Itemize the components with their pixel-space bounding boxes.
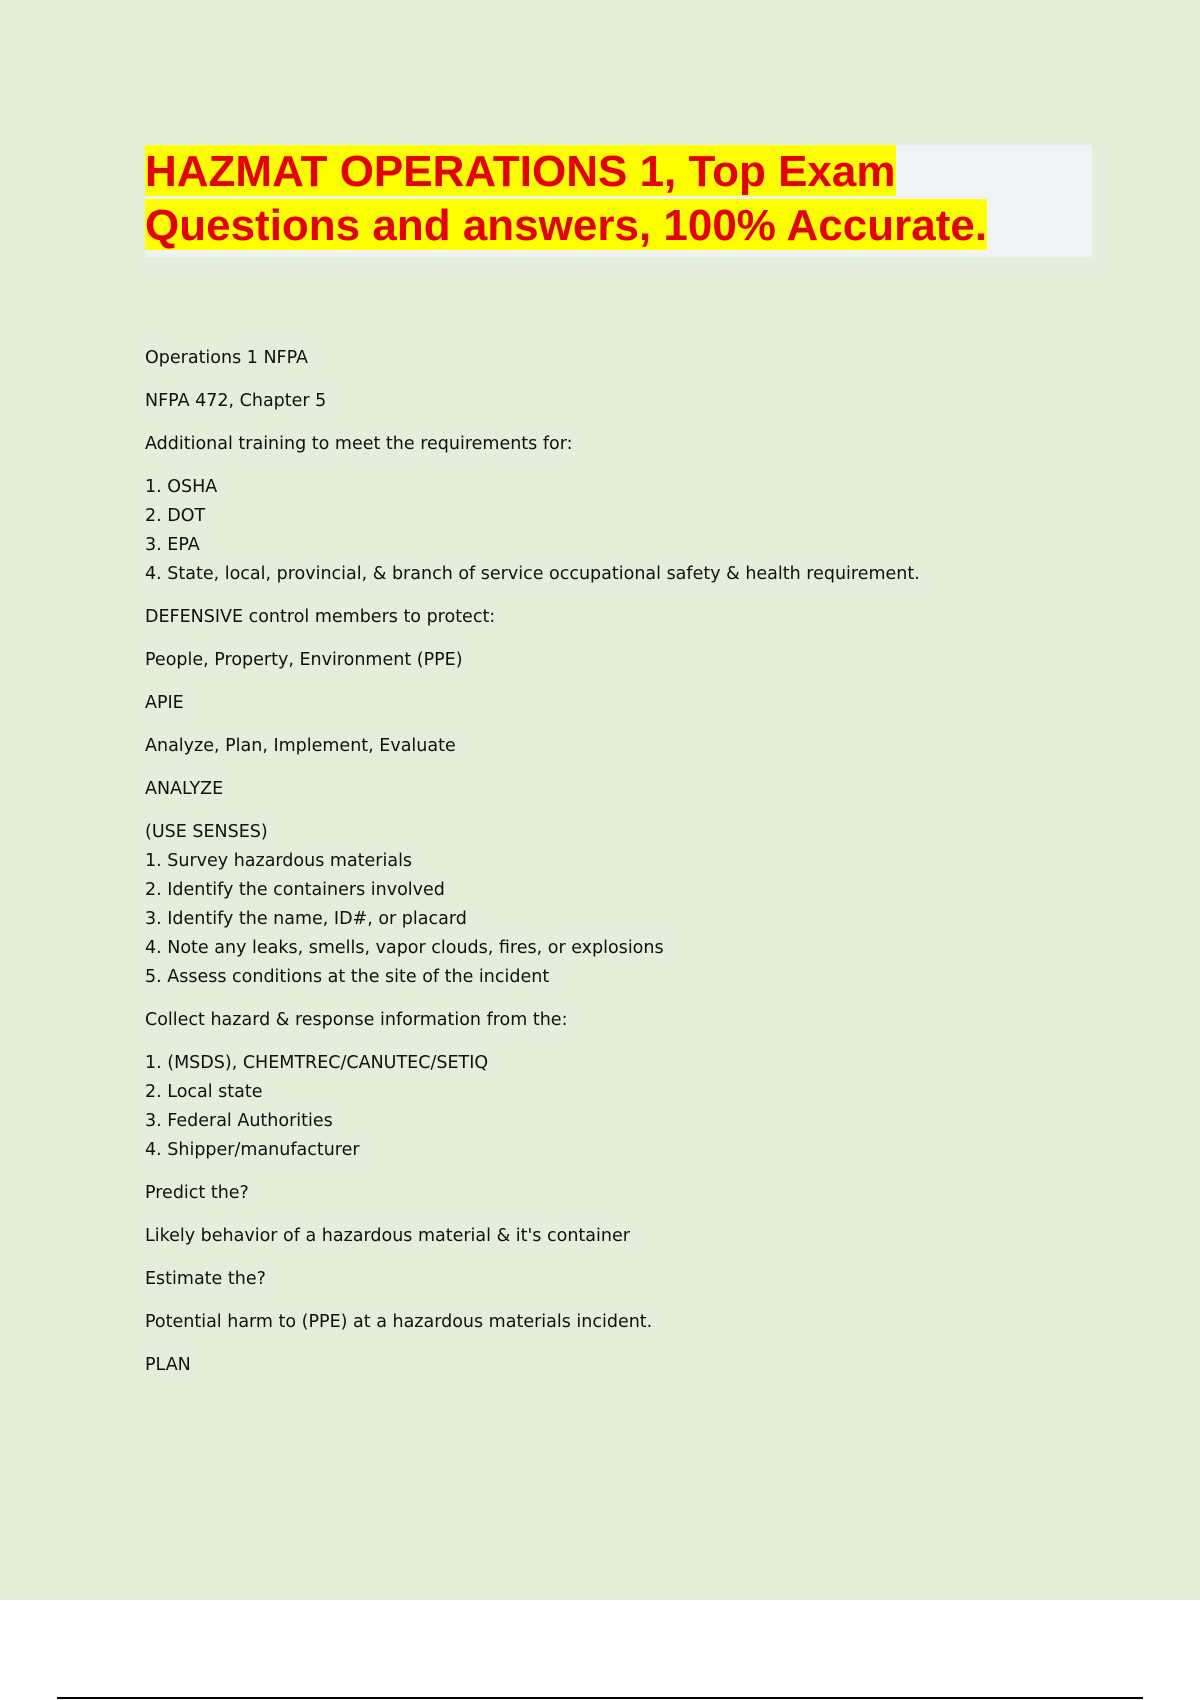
numbered-list [145, 1049, 1125, 1165]
footer-divider [57, 1697, 1143, 1699]
list-item: 5. Assess conditions at the site of the incident [145, 967, 550, 987]
title-line-1: HAZMAT OPERATIONS 1, Top Exam [145, 147, 896, 196]
list-item: 4. Shipper/manufacturer [145, 1140, 360, 1160]
body-paragraph: PLAN [145, 1355, 191, 1375]
list-item: (USE SENSES) [145, 822, 268, 842]
body-paragraph: People, Property, Environment (PPE) [145, 650, 463, 670]
body-paragraph: NFPA 472, Chapter 5 [145, 391, 327, 411]
numbered-list [145, 473, 1125, 589]
list-item: 2. Identify the containers involved [145, 880, 445, 900]
list-item: 1. OSHA [145, 477, 218, 497]
document-title [145, 145, 1092, 253]
list-item: 4. Note any leaks, smells, vapor clouds, fires, or explosions [145, 938, 664, 958]
list-item: 2. Local state [145, 1082, 263, 1102]
document-body [145, 344, 1125, 1394]
body-paragraph: ANALYZE [145, 779, 224, 799]
list-item: 4. State, local, provincial, & branch of service occupational safety & health requirement. [145, 564, 920, 584]
list-item: 3. Federal Authorities [145, 1111, 333, 1131]
body-paragraph: Estimate the? [145, 1269, 266, 1289]
body-paragraph: Collect hazard & response information from the: [145, 1010, 568, 1030]
title-line-2: Questions and answers, 100% Accurate. [145, 201, 988, 250]
body-paragraph: DEFENSIVE control members to protect: [145, 607, 496, 627]
list-item: 3. Identify the name, ID#, or placard [145, 909, 467, 929]
body-paragraph: APIE [145, 693, 184, 713]
numbered-list [145, 818, 1125, 992]
list-item: 3. EPA [145, 535, 200, 555]
body-paragraph: Additional training to meet the requirements for: [145, 434, 573, 454]
body-paragraph: Operations 1 NFPA [145, 348, 309, 368]
body-paragraph: Potential harm to (PPE) at a hazardous materials incident. [145, 1312, 653, 1332]
list-item: 1. (MSDS), CHEMTREC/CANUTEC/SETIQ [145, 1053, 489, 1073]
list-item: 2. DOT [145, 506, 206, 526]
body-paragraph: Analyze, Plan, Implement, Evaluate [145, 736, 456, 756]
document-title-block [145, 145, 1092, 257]
body-paragraph: Predict the? [145, 1183, 249, 1203]
body-paragraph: Likely behavior of a hazardous material & it's container [145, 1226, 630, 1246]
list-item: 1. Survey hazardous materials [145, 851, 413, 871]
